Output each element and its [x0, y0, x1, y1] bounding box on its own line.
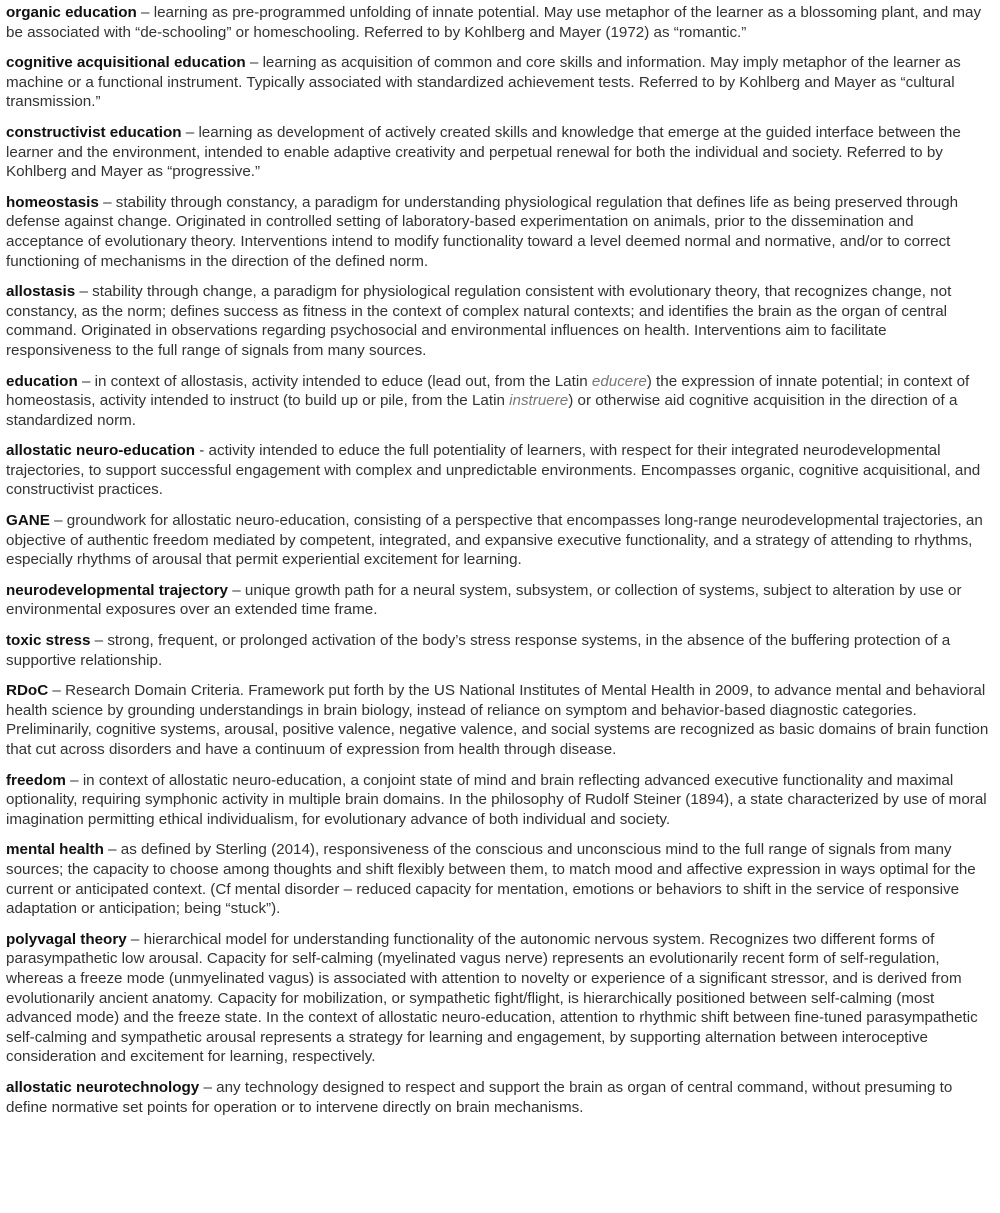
- term-separator: –: [136, 4, 154, 21]
- definition-allostatic-neuro-education: activity intended to educe the full potentiality of learners, with respect for their integrated neurodevelopmental trajectories, to support successful engagement with complex and unpredictable environments. Encompasses organic, cognitive acquisitional, and constructivist practices.: [6, 442, 981, 499]
- term-separator: -: [195, 442, 209, 460]
- definition-cognitive-acquisitional-education: learning as acquisition of common and core skills and information. May imply metaphor of the learner as machine or a functional instrument. Typically associated with standardized achievement tests. Referred to by Kohlberg and Mayer as “cultural transmission.”: [6, 54, 961, 111]
- glossary-entry-cognitive-acquisitional-education: [6, 53, 994, 112]
- definition-education-part-1: in context of allostasis, activity intended to educe (lead out, from the Latin: [94, 372, 592, 390]
- glossary-entry-homeostasis: [6, 193, 994, 271]
- term-separator: –: [75, 283, 93, 301]
- term-cognitive-acquisitional-education: cognitive acquisitional education: [6, 54, 246, 72]
- glossary-entry-freedom: [6, 771, 994, 830]
- term-neurodevelopmental-trajectory: neurodevelopmental trajectory: [6, 581, 228, 599]
- term-education: education: [6, 372, 78, 390]
- term-rdoc: RDoC: [6, 682, 49, 700]
- glossary-entry-toxic-stress: [6, 631, 994, 670]
- definition-allostasis: stability through change, a paradigm for physiological regulation consistent with evolutionary theory, that recognizes change, not constancy, as the norm; defines success as fitness in the context of complex natural contexts; and identifies the brain as the organ of central command. Originated in observations regarding psychosocial and environmental influences on health. Interventions aim to facilitate responsiveness to the full range of signals from many sources.: [6, 283, 952, 359]
- term-separator: –: [65, 771, 83, 789]
- definition-toxic-stress: strong, frequent, or prolonged activation of the body’s stress response systems, in the absence of the buffering protection of a supportive relationship.: [6, 632, 951, 669]
- definition-neurodevelopmental-trajectory: unique growth path for a neural system, subsystem, or collection of systems, subject to alteration by use or environmental exposures over an extended time frame.: [6, 581, 962, 619]
- glossary-entry-education: [6, 372, 994, 431]
- glossary-entry-constructivist-education: [6, 123, 994, 182]
- term-separator: –: [77, 372, 95, 390]
- definition-organic-education: learning as pre-programmed unfolding of innate potential. May use metaphor of the learner as a blossoming plant, and may be associated with “de-schooling” or homeschooling. Referred to by Kohlberg and Mayer (1972) as “romantic.”: [6, 4, 982, 41]
- definition-education-part-2: ) the expression of innate potential; in context of homeostasis, activity intended to instruct (to build up or pile, from the Latin: [6, 372, 970, 410]
- term-freedom: freedom: [6, 771, 66, 789]
- term-separator: –: [245, 54, 263, 72]
- term-toxic-stress: toxic stress: [6, 632, 91, 650]
- term-mental-health: mental health: [6, 841, 104, 859]
- term-separator: –: [90, 632, 108, 650]
- term-allostatic-neurotechnology: allostatic neurotechnology: [6, 1078, 200, 1096]
- term-gane: GANE: [6, 512, 50, 530]
- glossary-entry-neurodevelopmental-trajectory: [6, 581, 994, 620]
- term-separator: –: [199, 1078, 217, 1096]
- definition-polyvagal-theory: hierarchical model for understanding functionality of the autonomic nervous system. Recognizes two different forms of parasympathetic low arousal. Capacity for self-calming (myelinated vagus nerve) represents an evolutionarily recent form of self-regulation, whereas a freeze mode (unmyelinated vagus) is associated with attention to novelty or experience of a significant stressor, and is derived from evolutionarily ancient anatomy. Capacity for mobilization, or sympathetic fight/flight, is hierarchically positioned between self-calming (most advanced mode) and the freeze state. In the context of allostatic neuro-education, attention to rhythmic shift between fine-tuned parasympathetic self-calming and sympathetic arousal represents a strategy for learning and engagement, by supporting alternation between interoceptive consideration and excitement for learning, respectively.: [6, 930, 978, 1066]
- term-constructivist-education: constructivist education: [6, 123, 182, 141]
- term-allostasis: allostasis: [6, 283, 76, 301]
- term-separator: –: [49, 512, 67, 530]
- term-separator: –: [181, 123, 199, 141]
- definition-gane: groundwork for allostatic neuro-education, consisting of a perspective that encompasses long-range neurodevelopmental trajectories, an objective of authentic freedom mediated by competent, integrated, and expansive executive functionality, and a strategy of attending to rhythms, especially rhythms of arousal that permit experiential excitement for learning.: [6, 512, 983, 569]
- definition-constructivist-education: learning as development of actively created skills and knowledge that emerge at the guided interface between the learner and the environment, intended to enable adaptive creativity and perpetual renewal for both the individual and society. Referred to by Kohlberg and Mayer as “progressive.”: [6, 123, 961, 181]
- glossary-entry-allostasis: [6, 282, 994, 360]
- glossary-entry-organic-education: [6, 3, 994, 42]
- glossary-entry-allostatic-neuro-education: [6, 441, 994, 500]
- term-separator: –: [98, 193, 116, 211]
- term-separator: –: [126, 930, 144, 948]
- latin-word-instruere: instruere: [509, 392, 569, 410]
- definition-education-part-3: ) or otherwise aid cognitive acquisition in the direction of a standardized norm.: [6, 392, 958, 429]
- definition-allostatic-neurotechnology: any technology designed to respect and support the brain as organ of central command, without presuming to define normative set points for operation or to intervene directly on brain mechanisms.: [6, 1078, 953, 1116]
- term-separator: –: [227, 581, 245, 599]
- term-polyvagal-theory: polyvagal theory: [6, 930, 127, 948]
- glossary-entry-polyvagal-theory: [6, 930, 994, 1067]
- latin-word-educere: educere: [591, 372, 647, 390]
- term-allostatic-neuro-education: allostatic neuro-education: [6, 442, 196, 460]
- definition-freedom: in context of allostatic neuro-education, a conjoint state of mind and brain reflecting advanced executive functionality and maximal optionality, requiring symphonic activity in multiple brain domains. In the philosophy of Rudolf Steiner (1894), a state characterized by use of moral imagination permitting ethical individualism, for evolutionary advance of both individual and society.: [6, 771, 987, 828]
- definition-mental-health: as defined by Sterling (2014), responsiveness of the conscious and unconscious mind to the full range of signals from many sources; the capacity to choose among thoughts and shift flexibly between them, to match mood and affective expression in ways optimal for the current or anticipated context. (Cf mental disorder – reduced capacity for mentation, emotions or behaviors to shift in the service of responsive adaptation or anticipation; being “stuck”).: [6, 841, 976, 918]
- glossary-entry-allostatic-neurotechnology: [6, 1078, 994, 1117]
- glossary-entry-mental-health: [6, 840, 994, 918]
- term-separator: –: [48, 682, 66, 700]
- term-separator: –: [103, 841, 121, 859]
- definition-rdoc: Research Domain Criteria. Framework put forth by the US National Institutes of Mental Health in 2009, to advance mental and behavioral health science by grounding understandings in brain biology, instead of reliance on symptom and behavior-based diagnostic categories. Preliminarily, cognitive systems, arousal, positive valence, negative valence, and social systems are recognized as basic domains of brain function that cut across disorders and have a continuum of expression from health through disease.: [6, 682, 989, 758]
- term-organic-education: organic education: [6, 4, 137, 21]
- glossary-entry-gane: [6, 511, 994, 570]
- definition-homeostasis: stability through constancy, a paradigm for understanding physiological regulation that defines life as being preserved through defense against change. Originated in controlled setting of laboratory-based experimentation on animals, prior to the dissemination and acceptance of evolutionary theory. Interventions intend to modify functionality toward a level deemed normal and normative, and/or to correct functioning of mechanisms in the direction of the defined norm.: [6, 193, 959, 270]
- glossary-entry-rdoc: [6, 681, 994, 759]
- term-homeostasis: homeostasis: [6, 193, 99, 211]
